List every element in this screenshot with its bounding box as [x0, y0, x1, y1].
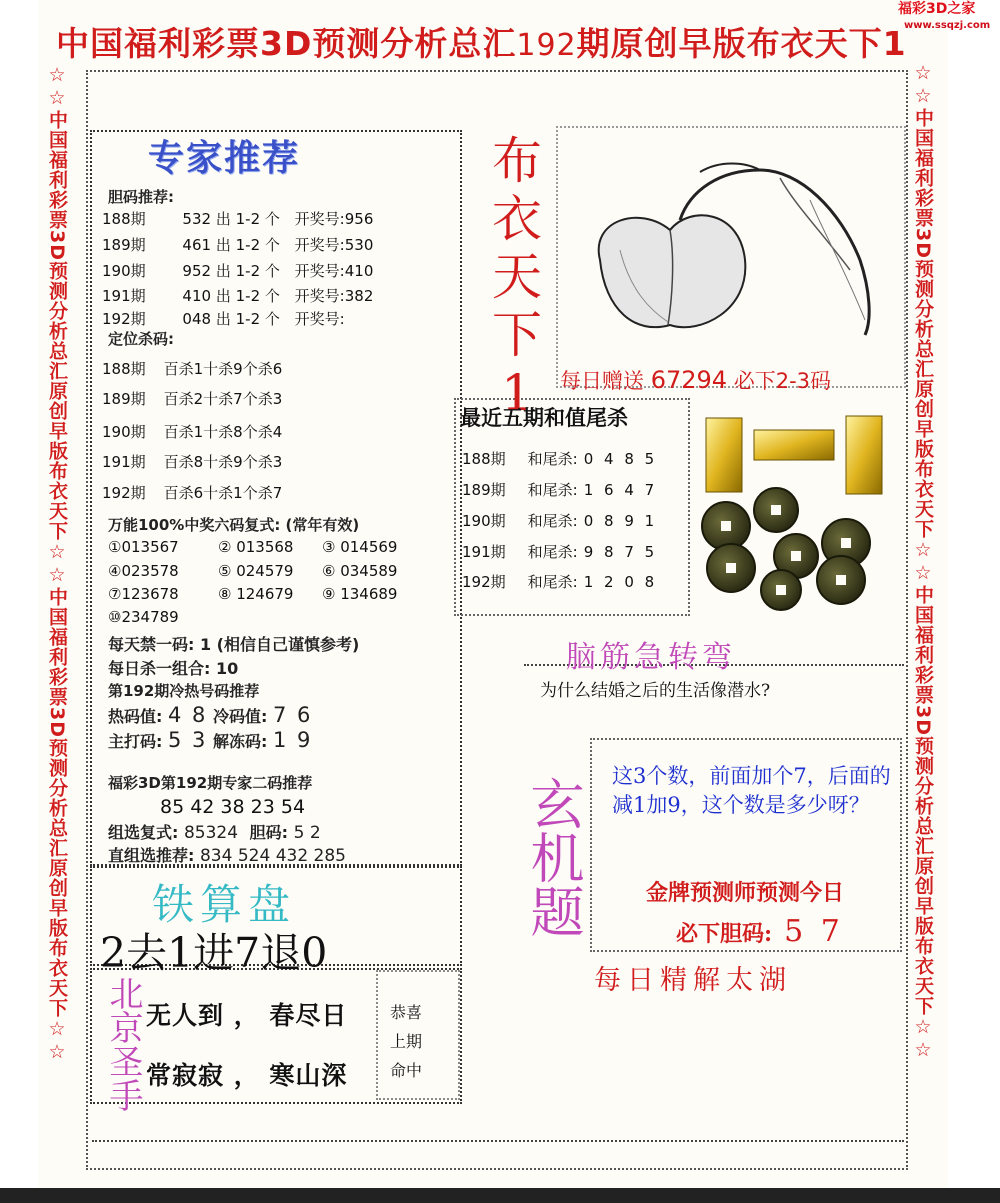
- taihu-title: 每日精解太湖: [594, 965, 792, 996]
- recent-digits: 1 6 4 7: [583, 481, 658, 499]
- dan-mid: 出 1-2 个: [215, 210, 280, 228]
- erma-title: 福彩3D第192期专家二码推荐: [108, 774, 313, 792]
- dan-code: 410: [182, 287, 212, 305]
- dan-code: 532: [182, 210, 212, 228]
- recent-label: 和尾杀:: [527, 481, 578, 499]
- dan-issue: 189期: [102, 236, 146, 254]
- dingwei-issue: 188期: [102, 360, 146, 378]
- recent-row: [462, 510, 657, 531]
- dan-row: [102, 260, 373, 281]
- page-title: [56, 18, 907, 65]
- danma-value: 5 2: [293, 823, 321, 843]
- dingwei-row: [102, 358, 282, 379]
- dan-row: [102, 208, 373, 229]
- rema-row: [108, 703, 312, 727]
- wanneng-item: ①013567: [108, 538, 179, 556]
- wanneng-item: ⑨ 134689: [322, 585, 398, 603]
- xuanji-title: 玄机题: [522, 776, 585, 938]
- wanneng-item: ⑦123678: [108, 585, 179, 603]
- dingwei-row: [102, 482, 282, 503]
- dan-result: 410: [344, 262, 374, 280]
- dingwei-label: 定位杀码:: [108, 330, 174, 348]
- naojin-title: 脑筋急转弯: [566, 640, 736, 675]
- dan-kj-label: 开奖号:: [294, 236, 345, 254]
- dan-mid: 出 1-2 个: [215, 310, 280, 328]
- dan-mid: 出 1-2 个: [215, 262, 280, 280]
- recent-label: 和尾杀:: [527, 512, 578, 530]
- rema-label: 热码值:: [108, 707, 163, 726]
- poem-line-2: 常寂寂 ， 寒山深: [146, 1061, 348, 1090]
- wanneng-item: ③ 014569: [322, 538, 398, 556]
- dingwei-row: [102, 451, 282, 472]
- naojin-question: 为什么结婚之后的生活像潜水?: [540, 681, 771, 701]
- zuxuan-row: [108, 820, 321, 843]
- recent-digits: 1 2 0 8: [583, 573, 658, 591]
- site-url[interactable]: www.ssqzj.com: [904, 20, 991, 31]
- dan-code: 461: [182, 236, 212, 254]
- dan-label: 胆码推荐:: [108, 188, 174, 206]
- recent-issue: 188期: [462, 450, 506, 468]
- dingwei-text: 百杀1十杀9个杀6: [163, 360, 283, 378]
- recent-title: 最近五期和值尾杀: [460, 405, 628, 430]
- dan-row: [102, 234, 373, 255]
- title-issue: 192: [516, 28, 577, 63]
- gift-number: 67294: [650, 366, 728, 394]
- dingwei-issue: 192期: [102, 484, 146, 502]
- dingwei-issue: 190期: [102, 423, 146, 441]
- recent-issue: 189期: [462, 481, 506, 499]
- lengma-value: 7 6: [272, 703, 313, 727]
- jinpai-label: 金牌预测师预测今日: [646, 880, 845, 906]
- erma-values: 85 42 38 23 54: [160, 796, 306, 818]
- zhuda-label: 主打码:: [108, 732, 163, 751]
- recent-issue: 191期: [462, 543, 506, 561]
- wanneng-item: ⑥ 034589: [322, 562, 398, 580]
- dan-issue: 190期: [102, 262, 146, 280]
- recent-row: [462, 479, 657, 500]
- dan-kj-label: 开奖号:: [294, 310, 345, 328]
- gift-line: [560, 365, 831, 395]
- title-prefix: 中国福利彩票3D预测分析总汇: [56, 24, 517, 63]
- zhuda-row: [108, 728, 312, 752]
- recent-issue: 190期: [462, 512, 506, 530]
- dingwei-text: 百杀6十杀1个杀7: [163, 484, 283, 502]
- beijing-title: 北京圣手: [103, 976, 143, 1112]
- gongxi-line: 命中: [390, 1061, 423, 1080]
- buyi-vertical-title: 布衣天下1: [492, 132, 542, 422]
- dan-kj-label: 开奖号:: [294, 210, 345, 228]
- rema-value: 4 8: [167, 703, 208, 727]
- dan-row: [102, 308, 345, 329]
- recent-row: [462, 571, 657, 592]
- recent-digits: 9 8 7 5: [583, 543, 658, 561]
- bottom-separator: [92, 1140, 904, 1142]
- dingwei-text: 百杀2十杀7个杀3: [163, 390, 283, 408]
- dan-result: 956: [344, 210, 374, 228]
- gongxi-line: 上期: [390, 1032, 423, 1051]
- bixia-line: [676, 914, 844, 949]
- tiesuanpan-text: 2去1进7退0: [100, 929, 328, 977]
- wanneng-item: ② 013568: [218, 538, 294, 556]
- recent-row: [462, 541, 657, 562]
- lengre-title: 第192期冷热号码推荐: [108, 682, 260, 700]
- peach-illustration: [580, 150, 880, 360]
- poem-line-1: 无人到 ， 春尽日: [146, 1001, 348, 1030]
- bottom-bar: [0, 1188, 1000, 1203]
- zhizu-row: [108, 843, 346, 866]
- jiedong-label: 解冻码:: [212, 732, 268, 751]
- dan-mid: 出 1-2 个: [215, 287, 280, 305]
- dingwei-issue: 189期: [102, 390, 146, 408]
- recent-digits: 0 4 8 5: [583, 450, 658, 468]
- danma-label: 胆码:: [249, 823, 289, 842]
- site-logo[interactable]: 福彩3D之家: [898, 1, 976, 17]
- jin-yi-ma: 每天禁一码: 1 (相信自己谨慎参考): [108, 635, 360, 654]
- bixia-label: 必下胆码:: [676, 921, 773, 947]
- zuxuan-label: 组选复式:: [108, 823, 179, 842]
- dingwei-row: [102, 388, 282, 409]
- dan-issue: 188期: [102, 210, 146, 228]
- dingwei-row: [102, 421, 282, 442]
- wanneng-label: 万能100%中奖六码复式: (常年有效): [108, 516, 360, 534]
- gongxi-line: 恭喜: [390, 1003, 423, 1022]
- sha-zuhe: 每日杀一组合: 10: [108, 659, 239, 678]
- dan-issue: 192期: [102, 310, 146, 328]
- recent-label: 和尾杀:: [527, 573, 578, 591]
- zuxuan-value: 85324: [183, 823, 239, 843]
- gift-suffix: 必下2-3码: [733, 369, 832, 393]
- dan-code: 952: [182, 262, 212, 280]
- dan-kj-label: 开奖号:: [294, 262, 345, 280]
- wanneng-item: ④023578: [108, 562, 179, 580]
- xuanji-riddle: 这3个数，前面加个7，后面的减1加9，这个数是多少呀？: [612, 764, 891, 817]
- recent-row: [462, 448, 657, 469]
- tiesuanpan-title: 铁算盘: [152, 880, 297, 929]
- recent-issue: 192期: [462, 573, 506, 591]
- dingwei-text: 百杀1十杀8个杀4: [163, 423, 283, 441]
- dan-issue: 191期: [102, 287, 146, 305]
- lengma-label: 冷码值:: [212, 707, 268, 726]
- dan-code: 048: [182, 310, 212, 328]
- jiedong-value: 1 9: [272, 728, 313, 752]
- dan-result: 382: [344, 287, 374, 305]
- bixia-value: 5 7: [784, 914, 844, 949]
- wanneng-item: ⑤ 024579: [218, 562, 294, 580]
- dan-result: 530: [344, 236, 374, 254]
- dingwei-issue: 191期: [102, 453, 146, 471]
- dan-kj-label: 开奖号:: [294, 287, 345, 305]
- right-side-banner: ☆☆中国福利彩票3D预测分析总汇原创早版布衣天下☆☆中国福利彩票3D预测分析总汇原创早版布衣天下☆☆: [912, 62, 934, 1062]
- recent-label: 和尾杀:: [527, 450, 578, 468]
- wanneng-item: ⑧ 124679: [218, 585, 294, 603]
- expert-heading: 专家推荐: [148, 137, 301, 179]
- gold-coins-illustration: [696, 408, 896, 614]
- zhizu-value: 834 524 432 285: [199, 846, 346, 866]
- wanneng-item: ⑩234789: [108, 608, 179, 626]
- title-suffix: 期原创早版布衣天下1: [576, 24, 907, 63]
- dan-mid: 出 1-2 个: [215, 236, 280, 254]
- gongxi-text: [390, 998, 430, 1085]
- recent-label: 和尾杀:: [527, 543, 578, 561]
- recent-digits: 0 8 9 1: [583, 512, 658, 530]
- left-side-banner: ☆☆中国福利彩票3D预测分析总汇原创早版布衣天下☆☆中国福利彩票3D预测分析总汇原创早版布衣天下☆☆: [46, 64, 68, 1064]
- gift-label: 每日赠送: [560, 369, 644, 393]
- dingwei-text: 百杀8十杀9个杀3: [163, 453, 283, 471]
- zhuda-value: 5 3: [167, 728, 208, 752]
- dan-row: [102, 285, 373, 306]
- zhizu-label: 直组选推荐:: [108, 846, 195, 865]
